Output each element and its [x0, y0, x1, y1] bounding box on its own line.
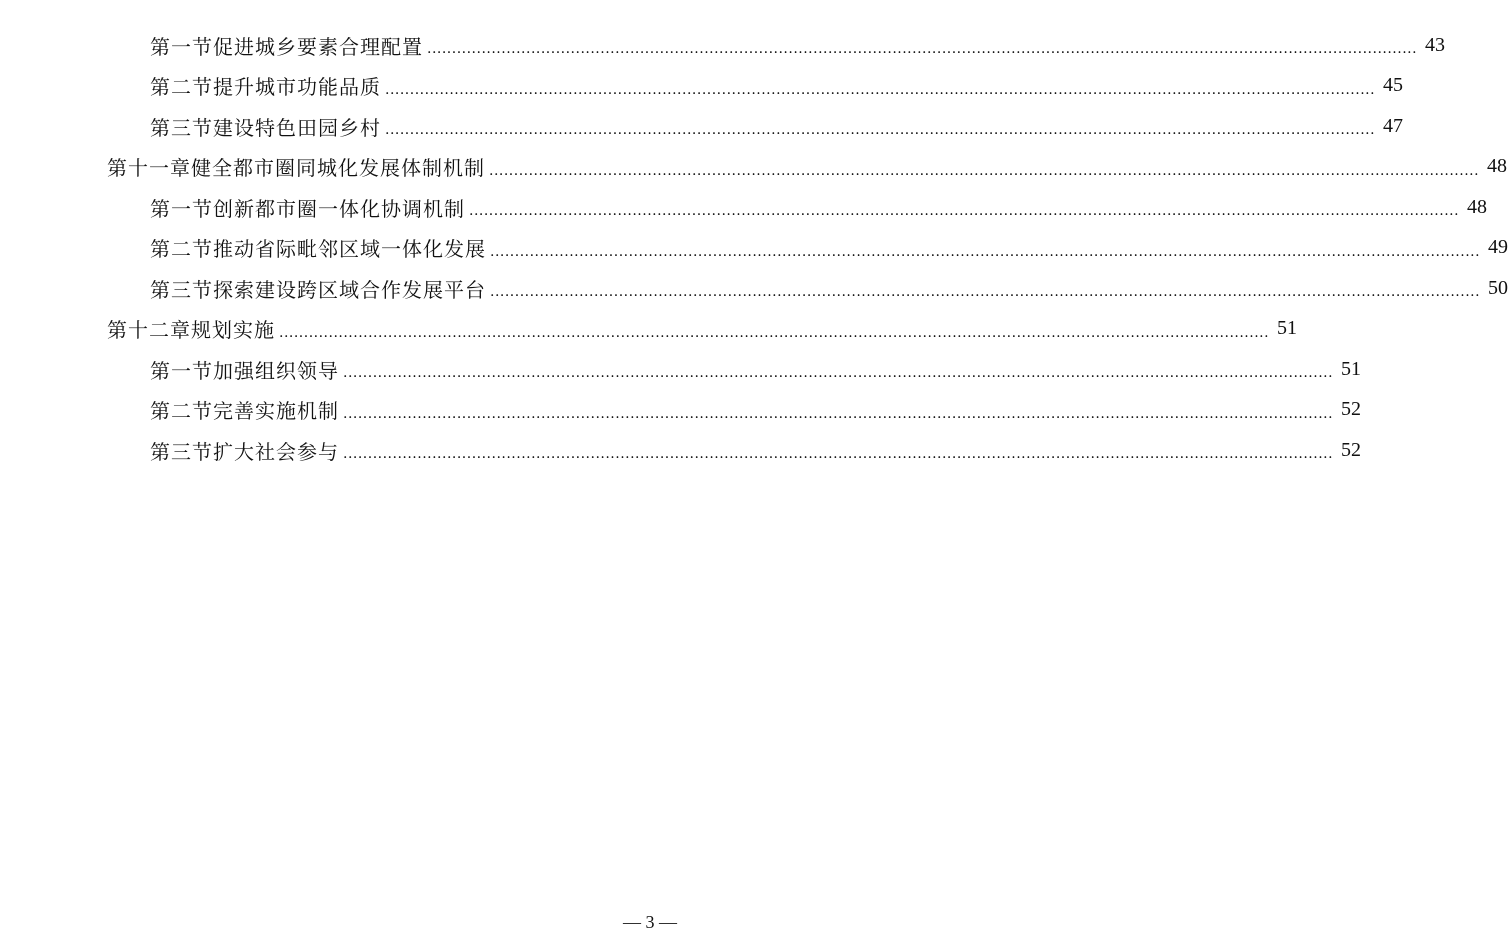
toc-number: 第十二章	[107, 318, 191, 343]
toc-number: 第三节	[150, 439, 213, 464]
toc-page: 48	[1467, 195, 1488, 218]
toc-title: 建设特色田园乡村	[213, 115, 381, 140]
toc-title: 扩大社会参与	[213, 439, 339, 464]
toc-page: 52	[1341, 398, 1362, 421]
toc-leader: ........................................................................................................................................................................................................	[343, 365, 1334, 382]
toc-entry	[0, 25, 1446, 66]
toc-page: 51	[1341, 357, 1362, 380]
toc-title: 提升城市功能品质	[213, 75, 381, 100]
toc-number: 第一节	[150, 34, 213, 59]
toc-entry	[0, 228, 1508, 269]
toc-leader: ........................................................................................................................................................................................................	[279, 324, 1270, 341]
toc-leader: ........................................................................................................................................................................................................	[385, 122, 1376, 139]
toc-title: 规划实施	[191, 318, 275, 343]
toc-leader: ........................................................................................................................................................................................................	[490, 284, 1481, 301]
toc-number: 第三节	[150, 277, 213, 302]
toc-entry	[0, 430, 1362, 471]
toc-entry	[0, 106, 1404, 147]
toc-page: 43	[1425, 33, 1446, 56]
toc-title: 推动省际毗邻区域一体化发展	[213, 237, 486, 262]
toc-leader: ........................................................................................................................................................................................................	[469, 203, 1460, 220]
toc-leader: ........................................................................................................................................................................................................	[343, 405, 1334, 422]
page-number-footer: — 3 —	[623, 912, 677, 932]
toc-entry-chapter	[0, 147, 1508, 188]
toc-page: 52	[1341, 438, 1362, 461]
toc-entry	[0, 187, 1488, 228]
toc-entry	[0, 66, 1404, 107]
toc-page: 48	[1487, 155, 1508, 178]
toc-title: 完善实施机制	[213, 399, 339, 424]
toc-page: 51	[1277, 317, 1298, 340]
toc-entry-chapter	[0, 309, 1298, 350]
toc-leader: ........................................................................................................................................................................................................	[427, 41, 1418, 58]
toc-entry	[0, 390, 1362, 431]
toc-title: 加强组织领导	[213, 358, 339, 383]
toc-leader: ........................................................................................................................................................................................................	[489, 162, 1480, 179]
toc-page: 50	[1488, 276, 1508, 299]
toc-entry	[0, 268, 1508, 309]
toc-number: 第二节	[150, 75, 213, 100]
toc-leader: ........................................................................................................................................................................................................	[343, 446, 1334, 463]
toc-number: 第十一章	[107, 156, 191, 181]
toc-page: 47	[1383, 114, 1404, 137]
toc-title: 创新都市圈一体化协调机制	[213, 196, 465, 221]
toc-number: 第三节	[150, 115, 213, 140]
toc-entry	[0, 349, 1362, 390]
toc-page: 45	[1383, 74, 1404, 97]
toc-number: 第二节	[150, 237, 213, 262]
toc-number: 第一节	[150, 196, 213, 221]
toc-number: 第二节	[150, 399, 213, 424]
toc-page: 49	[1488, 236, 1508, 259]
toc-title: 探索建设跨区域合作发展平台	[213, 277, 486, 302]
toc-number: 第一节	[150, 358, 213, 383]
toc-leader: ........................................................................................................................................................................................................	[490, 243, 1481, 260]
table-of-contents	[0, 25, 1508, 471]
toc-title: 促进城乡要素合理配置	[213, 34, 423, 59]
toc-leader: ........................................................................................................................................................................................................	[385, 81, 1376, 98]
toc-title: 健全都市圈同城化发展体制机制	[191, 156, 485, 181]
